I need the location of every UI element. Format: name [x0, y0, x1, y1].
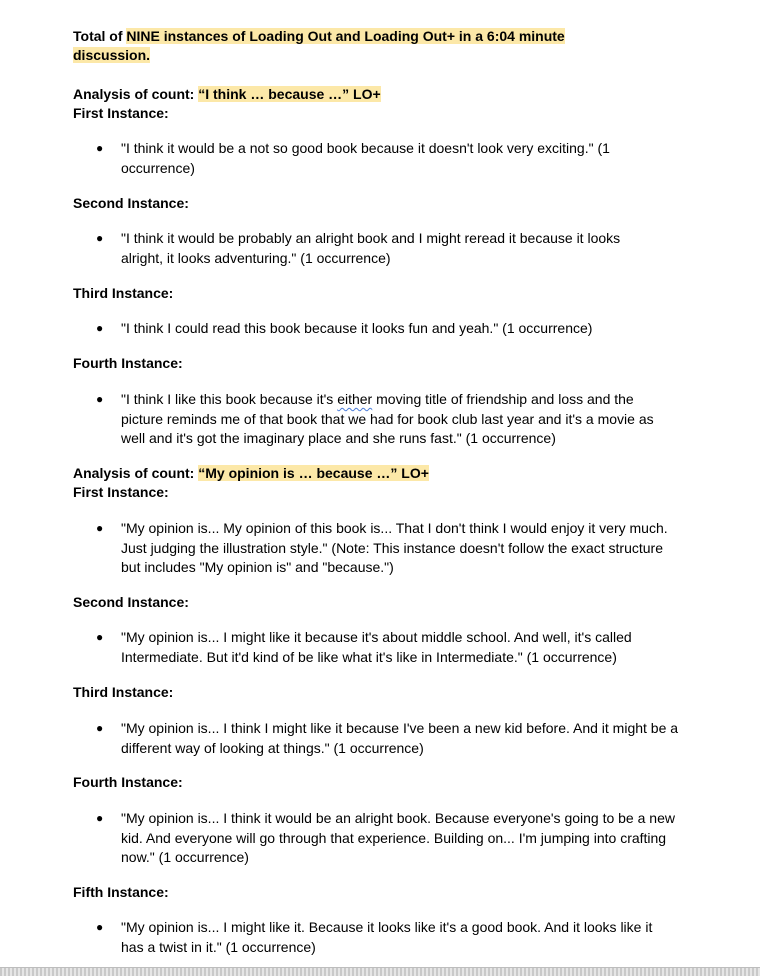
quote-part: moving title of friendship and loss and the picture reminds me of that book that we had for book club last year and it's a movie as well and it's got the imaginary place and she runs fast." (1 occurrence) [121, 391, 654, 446]
bullet-icon: ● [96, 141, 104, 155]
section-1-heading-highlight: “I think … because …” LO+ [198, 86, 381, 102]
section-2-heading-highlight: “My opinion is … because …” LO+ [198, 465, 429, 481]
instance-quote [121, 390, 669, 449]
summary-highlight: NINE instances of Loading Out and Loading Out+ in a 6:04 minute discussion. [73, 28, 565, 63]
instance-label: Second Instance: [73, 594, 189, 610]
instance-label: First Instance: [73, 484, 169, 500]
bullet-icon: ● [96, 392, 104, 406]
instance-quote: "My opinion is... I think it would be an alright book. Because everyone's going to be a new kid. And everyone will go through that experience. Building on... I'm jumping into crafting now." (1 occurrence) [121, 810, 675, 865]
spellcheck-flagged-word[interactable]: either [337, 391, 373, 407]
summary-line [73, 27, 633, 65]
section-1-heading-prefix: Analysis of count: [73, 86, 199, 102]
instance-label: Third Instance: [73, 285, 174, 301]
summary-prefix: Total of [73, 28, 127, 44]
bullet-icon: ● [96, 920, 104, 934]
instance-label: First Instance: [73, 105, 169, 121]
instance-quote: "My opinion is... I might like it because it's about middle school. And well, it's called Intermediate. But it'd kind of be like what it's like in Intermediate." (1 occurrence) [121, 629, 632, 665]
instance-label: Fourth Instance: [73, 774, 183, 790]
instance-label: Fifth Instance: [73, 884, 169, 900]
bullet-icon: ● [96, 630, 104, 644]
section-2-heading-prefix: Analysis of count: [73, 465, 199, 481]
instance-label: Second Instance: [73, 195, 189, 211]
instance-quote: "My opinion is... My opinion of this book is... That I don't think I would enjoy it very much. Just judging the illustration style." (Note: This instance doesn't follow the exact structure but includes "My opinion is" and "because.") [121, 520, 668, 575]
instance-quote: "I think it would be probably an alright book and I might reread it because it looks alright, it looks adventuring." (1 occurrence) [121, 230, 621, 266]
section-2-heading [73, 464, 693, 483]
page-bottom-edge [0, 967, 760, 976]
instance-quote: "I think I could read this book because it looks fun and yeah." (1 occurrence) [121, 320, 593, 336]
quote-part: "I think I like this book because it's [121, 391, 338, 407]
bullet-icon: ● [96, 321, 104, 335]
bullet-icon: ● [96, 811, 104, 825]
instance-label: Third Instance: [73, 684, 174, 700]
instance-quote: "I think it would be a not so good book because it doesn't look very exciting." (1 occurrence) [121, 140, 610, 176]
instance-quote: "My opinion is... I might like it. Because it looks like it's a good book. And it looks like it has a twist in it." (1 occurrence) [121, 919, 653, 955]
instance-quote: "My opinion is... I think I might like it because I've been a new kid before. And it might be a different way of looking at things." (1 occurrence) [121, 720, 679, 756]
bullet-icon: ● [96, 721, 104, 735]
bullet-icon: ● [96, 231, 104, 245]
section-1-heading [73, 85, 693, 104]
bullet-icon: ● [96, 521, 104, 535]
instance-label: Fourth Instance: [73, 355, 183, 371]
